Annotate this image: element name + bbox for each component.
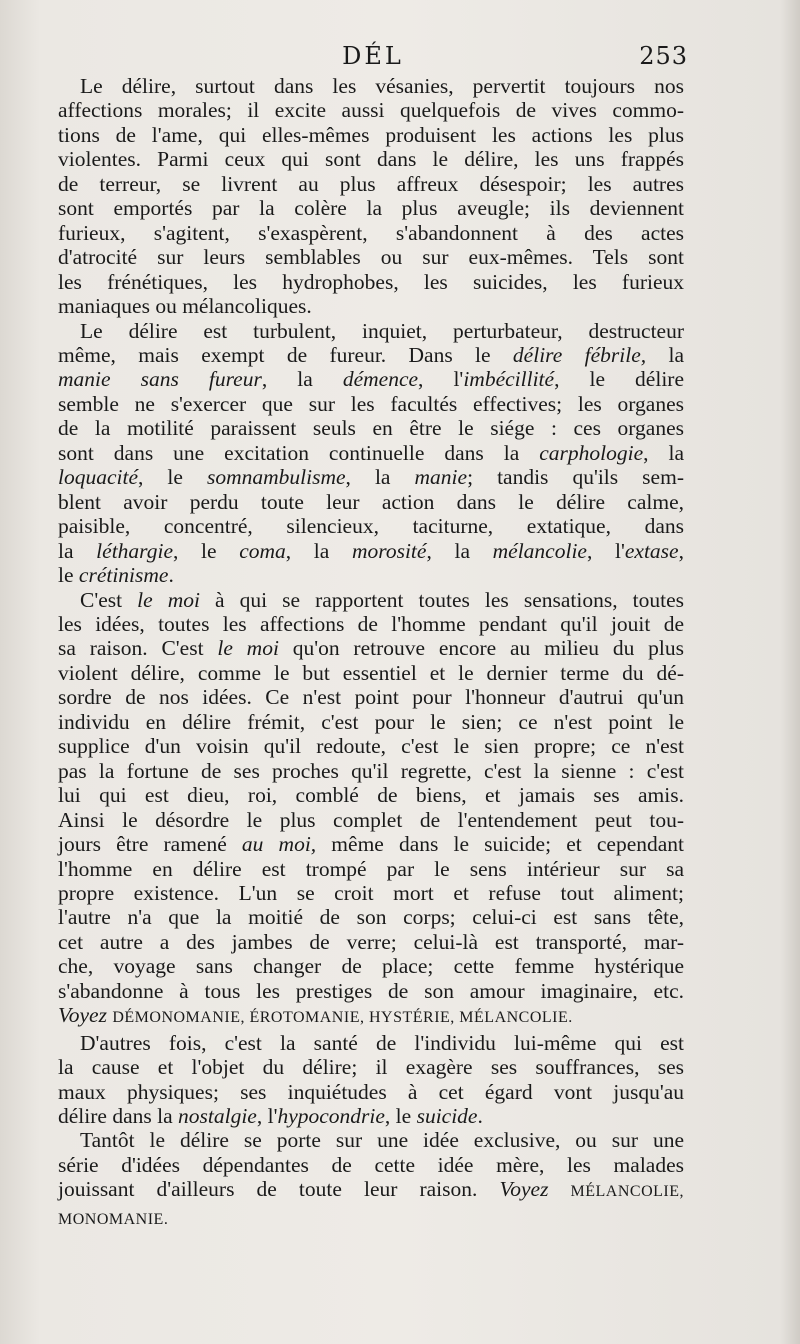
- text-segment: ,: [678, 538, 684, 563]
- text-segment: maux physiques; ses inquiétudes à cet égard vont jusqu'au: [58, 1079, 684, 1104]
- text-line: [58, 367, 684, 391]
- text-segment: Tantôt le délire se porte sur une idée exclusive, ou sur une: [80, 1128, 684, 1153]
- text-segment: .: [168, 563, 174, 588]
- italic-text: crétinisme: [78, 563, 169, 588]
- italic-text: somnambulisme: [206, 465, 346, 490]
- text-segment: jours être ramené: [58, 832, 242, 857]
- text-line: [58, 98, 684, 122]
- text-line: [58, 465, 684, 489]
- text-segment: C'est: [80, 587, 138, 612]
- text-line: [58, 661, 684, 685]
- text-segment: Ainsi le désordre le plus complet de l'entendement peut tou-: [58, 807, 684, 832]
- text-line: [58, 490, 684, 514]
- italic-text: manie: [414, 465, 468, 490]
- text-line: [58, 1080, 684, 1104]
- text-line: [58, 636, 684, 660]
- text-segment: blent avoir perdu toute leur action dans le délire calme,: [58, 489, 684, 514]
- text-line: [58, 343, 684, 367]
- text-segment: ; tandis qu'ils sem-: [467, 465, 684, 490]
- text-line: [58, 612, 684, 636]
- text-segment: che, voyage sans changer de place; cette femme hystérique: [58, 954, 684, 979]
- paragraph: [58, 1128, 684, 1232]
- text-segment: à qui se rapportent toutes les sensations, toutes: [199, 587, 684, 612]
- text-segment: affections morales; il excite aussi quelquefois de vives commo-: [58, 98, 684, 123]
- paragraph: [58, 74, 684, 319]
- text-line: [58, 294, 684, 318]
- text-segment: supplice d'un voisin qu'il redoute, c'est le sien propre; ce n'est: [58, 734, 684, 759]
- text-segment: les frénétiques, les hydrophobes, les suicides, les furieux: [58, 269, 684, 294]
- text-line: [58, 685, 684, 709]
- text-line: [58, 930, 684, 954]
- text-line: [58, 734, 684, 758]
- text-line: [58, 905, 684, 929]
- text-line: [58, 857, 684, 881]
- italic-text: manie sans fureur: [58, 367, 262, 392]
- small-caps-text: MONOMANIE.: [58, 1210, 169, 1228]
- text-segment: [548, 1177, 570, 1201]
- text-segment: , le: [384, 1104, 417, 1129]
- italic-text: loquacité: [58, 465, 139, 490]
- text-segment: D'autres fois, c'est la santé de l'individu lui-même qui est: [80, 1030, 684, 1055]
- text-segment: délire dans la: [58, 1104, 178, 1129]
- text-line: [58, 759, 684, 783]
- text-line: [58, 123, 684, 147]
- text-segment: violentes. Parmi ceux qui sont dans le délire, les uns frappés: [58, 147, 684, 172]
- text-line: [58, 539, 684, 563]
- text-line: [58, 514, 684, 538]
- paragraph: [58, 1031, 684, 1129]
- text-segment: la cause et l'objet du délire; il exagère ses souffrances, ses: [58, 1055, 684, 1080]
- text-line: [58, 1003, 684, 1030]
- italic-text: hypocondrie: [277, 1104, 385, 1129]
- text-segment: semble ne s'exercer que sur les facultés effectives; les organes: [58, 391, 684, 416]
- text-segment: de terreur, se livrent au plus affreux désespoir; les autres: [58, 171, 684, 196]
- italic-text: Voyez: [499, 1177, 549, 1202]
- text-line: [58, 416, 684, 440]
- italic-text: léthargie: [96, 538, 173, 563]
- text-segment: , l': [256, 1104, 278, 1129]
- text-segment: paisible, concentré, silencieux, taciturne, extatique, dans: [58, 514, 684, 539]
- text-segment: sont dans une excitation continuelle dans la: [58, 440, 540, 465]
- text-segment: , la: [643, 440, 684, 465]
- text-segment: , le délire: [554, 367, 684, 392]
- running-title: DÉL: [342, 42, 404, 70]
- text-segment: , le: [173, 538, 240, 563]
- paragraph: [58, 319, 684, 588]
- text-segment: sont emportés par la colère la plus aveugle; ils deviennent: [58, 196, 684, 221]
- text-line: [58, 588, 684, 612]
- italic-text: Voyez: [58, 1003, 107, 1028]
- text-segment: .: [477, 1104, 483, 1129]
- text-segment: , l': [418, 367, 464, 392]
- text-line: [58, 1055, 684, 1079]
- text-segment: , la: [285, 538, 352, 563]
- text-segment: l'homme en délire est trompé par le sens intérieur sur sa: [58, 856, 684, 881]
- text-line: [58, 441, 684, 465]
- text-segment: sa raison. C'est: [58, 636, 218, 661]
- running-header: [58, 42, 688, 78]
- italic-text: morosité: [351, 538, 427, 563]
- italic-text: coma: [239, 538, 286, 563]
- italic-text: le moi: [137, 587, 200, 612]
- text-line: [58, 172, 684, 196]
- text-segment: violent délire, comme le but essentiel et le dernier terme du dé-: [58, 660, 684, 685]
- text-segment: la: [646, 342, 684, 367]
- text-segment: Le délire, surtout dans les vésanies, pervertit toujours nos: [80, 74, 684, 98]
- text-line: [58, 392, 684, 416]
- text-segment: , la: [261, 367, 343, 392]
- text-segment: , l': [586, 538, 625, 563]
- text-segment: maniaques ou mélancoliques.: [58, 294, 312, 319]
- text-line: [58, 74, 684, 98]
- text-segment: les idées, toutes les affections de l'homme pendant qu'il jouit de: [58, 611, 684, 636]
- text-line: [58, 808, 684, 832]
- italic-text: démence: [342, 367, 419, 392]
- text-segment: , le: [138, 465, 207, 490]
- text-segment: individu en délire frémit, c'est pour le sien; ce n'est point le: [58, 709, 684, 734]
- text-segment: de la motilité paraissent seuls en être le siége : ces organes: [58, 416, 684, 441]
- text-segment: d'atrocité sur leurs semblables ou sur eux-mêmes. Tels sont: [58, 245, 684, 270]
- text-segment: pas la fortune de ses proches qu'il regrette, c'est la sienne : c'est: [58, 758, 684, 783]
- text-segment: le: [58, 563, 79, 588]
- text-line: [58, 196, 684, 220]
- text-line: [58, 221, 684, 245]
- text-line: [58, 1128, 684, 1152]
- italic-text: délire fébrile,: [512, 342, 647, 367]
- paragraph: [58, 588, 684, 1031]
- text-line: [58, 954, 684, 978]
- text-segment: cet autre a des jambes de verre; celui-là est transporté, mar-: [58, 929, 684, 954]
- body-text: [58, 74, 684, 1232]
- text-line: [58, 881, 684, 905]
- text-segment: sordre de nos idées. Ce n'est point pour l'honneur d'autrui qu'un: [58, 685, 684, 710]
- italic-text: extase: [624, 538, 679, 563]
- text-line: [58, 563, 684, 587]
- text-segment: qu'on retrouve encore au milieu du plus: [278, 636, 684, 661]
- text-segment: tions de l'ame, qui elles-mêmes produisent les actions les plus: [58, 122, 684, 147]
- text-segment: l'autre n'a que la moitié de son corps; celui-ci est sans tête,: [58, 905, 684, 930]
- italic-text: nostalgie: [178, 1104, 257, 1129]
- text-line: [58, 1031, 684, 1055]
- text-line: [58, 270, 684, 294]
- text-line: [58, 147, 684, 171]
- italic-text: carphologie: [539, 440, 644, 465]
- italic-text: mélancolie: [492, 538, 587, 563]
- italic-text: au moi,: [241, 832, 317, 857]
- text-line: [58, 1153, 684, 1177]
- text-line: [58, 245, 684, 269]
- text-line: [58, 783, 684, 807]
- text-segment: la: [58, 538, 97, 563]
- text-segment: furieux, s'agitent, s'exaspèrent, s'abandonnent à des actes: [58, 220, 684, 245]
- text-segment: , la: [426, 538, 493, 563]
- text-line: [58, 710, 684, 734]
- italic-text: suicide: [416, 1104, 478, 1129]
- text-segment: , la: [345, 465, 415, 490]
- text-segment: lui qui est dieu, roi, comblé de biens, et jamais ses amis.: [58, 783, 684, 808]
- text-line: [58, 1205, 684, 1232]
- italic-text: le moi: [217, 636, 279, 661]
- text-segment: série d'idées dépendantes de cette idée mère, les malades: [58, 1152, 684, 1177]
- text-segment: propre existence. L'un se croit mort et refuse tout aliment;: [58, 880, 684, 905]
- page-number: 253: [639, 42, 688, 70]
- text-line: [58, 832, 684, 856]
- small-caps-text: MÉLANCOLIE,: [570, 1183, 685, 1201]
- text-segment: même dans le suicide; et cependant: [316, 832, 684, 857]
- text-segment: jouissant d'ailleurs de toute leur raison.: [58, 1177, 500, 1202]
- text-line: [58, 1177, 684, 1204]
- italic-text: imbécillité: [463, 367, 555, 392]
- text-segment: même, mais exempt de fureur. Dans le: [58, 342, 513, 367]
- text-line: [58, 1104, 684, 1128]
- text-line: [58, 319, 684, 343]
- text-segment: s'abandonne à tous les prestiges de son amour imaginaire, etc.: [58, 978, 684, 1003]
- text-line: [58, 979, 684, 1003]
- text-segment: Le délire est turbulent, inquiet, perturbateur, destructeur: [80, 318, 684, 343]
- small-caps-text: DÉMONOMANIE, ÉROTOMANIE, HYSTÉRIE, MÉLANCOLIE.: [112, 1009, 573, 1027]
